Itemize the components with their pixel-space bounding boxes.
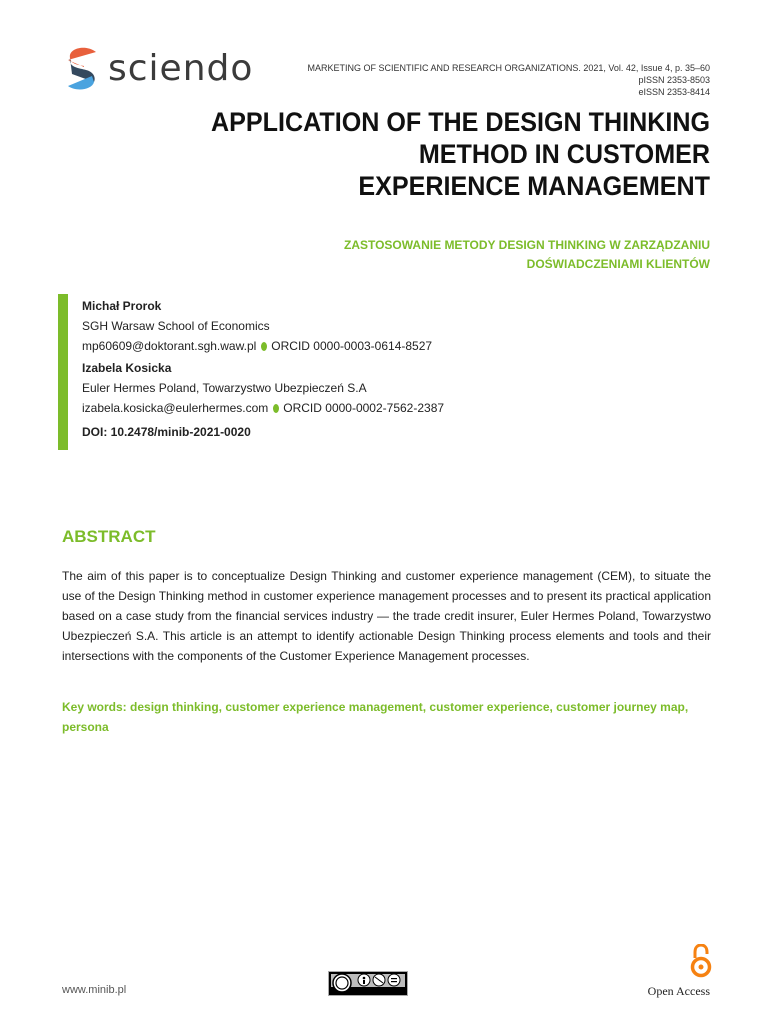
open-access-lock-icon <box>690 944 712 978</box>
title-line: APPLICATION OF THE DESIGN THINKING <box>211 107 711 137</box>
cc-by-nc-nd-badge[interactable] <box>328 971 408 996</box>
author-accent-bar <box>58 294 68 450</box>
author-contact <box>82 336 682 356</box>
journal-url[interactable]: www.minib.pl <box>62 984 127 996</box>
orcid-icon <box>261 342 267 351</box>
open-access-label: Open Access <box>647 984 710 998</box>
doi-link[interactable]: DOI: 10.2478/minib-2021-0020 <box>82 425 251 439</box>
electronic-issn: eISSN 2353-8414 <box>638 87 710 97</box>
journal-meta <box>308 62 710 98</box>
subtitle-line: ZASTOSOWANIE METODY DESIGN THINKING W ZARZĄDZANIU <box>343 238 710 252</box>
abstract-heading: ABSTRACT <box>62 527 156 546</box>
article-subtitle <box>230 236 710 274</box>
sciendo-logo[interactable] <box>64 46 284 96</box>
author-name: Michał Prorok <box>82 299 162 313</box>
keywords: Key words: design thinking, customer experience management, customer experience, customer journey map, persona <box>62 700 689 734</box>
article-title <box>189 106 710 202</box>
brand-name: sciendo <box>108 48 254 89</box>
author-block <box>82 296 682 442</box>
title-line: EXPERIENCE MANAGEMENT <box>358 171 710 201</box>
author-affiliation: SGH Warsaw School of Economics <box>82 319 270 333</box>
author-email[interactable]: izabela.kosicka@eulerhermes.com <box>82 401 269 415</box>
sciendo-mark-icon <box>64 46 100 92</box>
orcid-icon <box>273 404 279 413</box>
author-email[interactable]: mp60609@doktorant.sgh.waw.pl <box>82 339 257 353</box>
cc-license-icon <box>329 972 407 995</box>
author-orcid[interactable]: ORCID 0000-0003-0614-8527 <box>271 339 433 353</box>
author-name: Izabela Kosicka <box>82 361 172 375</box>
subtitle-line: DOŚWIADCZENIAMI KLIENTÓW <box>526 257 710 271</box>
author-orcid[interactable]: ORCID 0000-0002-7562-2387 <box>283 401 445 415</box>
journal-citation: MARKETING OF SCIENTIFIC AND RESEARCH ORGANIZATIONS. 2021, Vol. 42, Issue 4, p. 35–60 <box>307 63 710 73</box>
print-issn: pISSN 2353-8503 <box>638 75 710 85</box>
author-affiliation: Euler Hermes Poland, Towarzystwo Ubezpieczeń S.A <box>82 381 367 395</box>
abstract-body: The aim of this paper is to conceptualize Design Thinking and customer experience management (CEM), to situate the use of the Design Thinking method in customer experience management processes and to present its practical application based on a case study from the financial services industry — the trade credit insurer, Euler Hermes Poland, Towarzystwo Ubezpieczeń S.A. This article is an attempt to identify actionable Design Thinking process elements and tools and their intersections with the components of the Customer Experience Management processes. <box>62 569 711 663</box>
title-line: METHOD IN CUSTOMER <box>418 139 710 169</box>
author-contact <box>82 398 682 418</box>
